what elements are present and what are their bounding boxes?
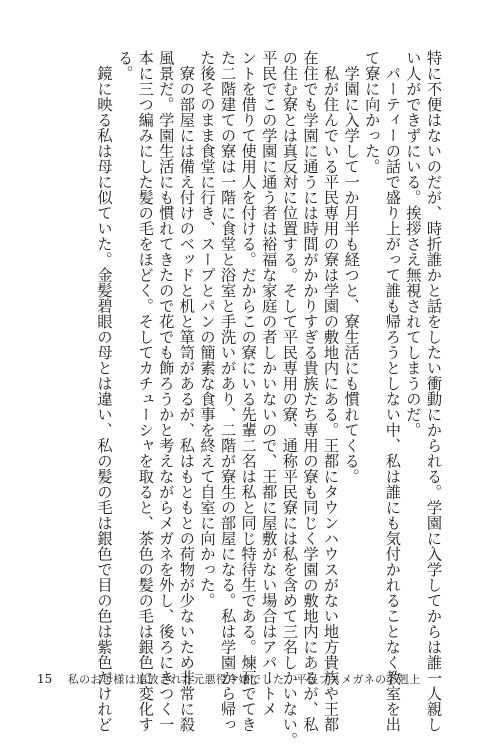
text-line: た後そのまま食堂に行き、スープとパンの簡素な食事を終えて自室に向かった。 xyxy=(198,50,217,608)
text-line: 私が住んでいる平民専用の寮は学園の敷地内にある。王都にタウンハウスがない地方貴族や王都 xyxy=(322,50,341,732)
text-line: パーティーの話で盛り上がって誰も帰ろうとしない中、私は誰にも気付かれることなく教室を出 xyxy=(383,50,402,732)
page-footer xyxy=(37,672,421,687)
running-title: 私のお母様は追放された元悪役令嬢でした 平民ブスメガネの下剋上 xyxy=(67,673,421,686)
text-line: た二階建ての寮は一階に食堂と浴室と手洗いがあり、二階が寮生の部屋になる。私は学園から帰っ xyxy=(219,50,238,732)
text-line: 鏡に映る私は母に似ていた。金髪碧眼の母とは違い、私の髪の毛は銀色で目の色は紫色だけれど xyxy=(95,50,114,732)
text-line: る。 xyxy=(116,50,135,81)
text-line: 本に三つ編みにした髪の毛をほどく。そしてカチューシャを取ると、茶色の髪の毛は銀色に変化す xyxy=(136,50,155,732)
text-line: 在住でも学園に通うには時間がかかりすぎる貴族たち専用の寮も同じく学園の敷地内にあるが、私 xyxy=(301,50,320,732)
text-line: 特に不便はないのだが、時折誰かと話をしたい衝動にかられる。学園に入学してからは誰一人親し xyxy=(425,50,443,732)
text-line: て寮に向かった。 xyxy=(363,50,382,174)
text-line: い人ができずにいる。挨拶さえ無視されてしまうのだ。 xyxy=(404,50,423,438)
text-line: 寮の部屋には備え付けのベッドと机と箪笥があるが、私はもともとの荷物が少ないため非常に殺 xyxy=(177,50,196,732)
text-line: の住む寮とは真反対に位置する。そして平民専用の寮、通称平民寮には私を含めて三名しかいない。 xyxy=(280,50,299,748)
text-line: 風景だ。学園生活にも慣れてきたので花でも飾ろうかと考えながらメガネを外し、後ろにきつく一 xyxy=(157,50,176,732)
text-line: ントを借りて使用人を付ける。だからこの寮にいる先輩二名は私と同じ特待生である。煉瓦でてき xyxy=(239,50,258,732)
page-number: 15 xyxy=(37,672,53,686)
text-line: 平民でこの学園に通う者は裕福な家庭の者しかいないので、王都に屋敷がない場合はアパートメ xyxy=(260,50,279,717)
text-line: 学園に入学して一か月半も経つと、寮生活にも慣れてくる。 xyxy=(342,50,361,484)
